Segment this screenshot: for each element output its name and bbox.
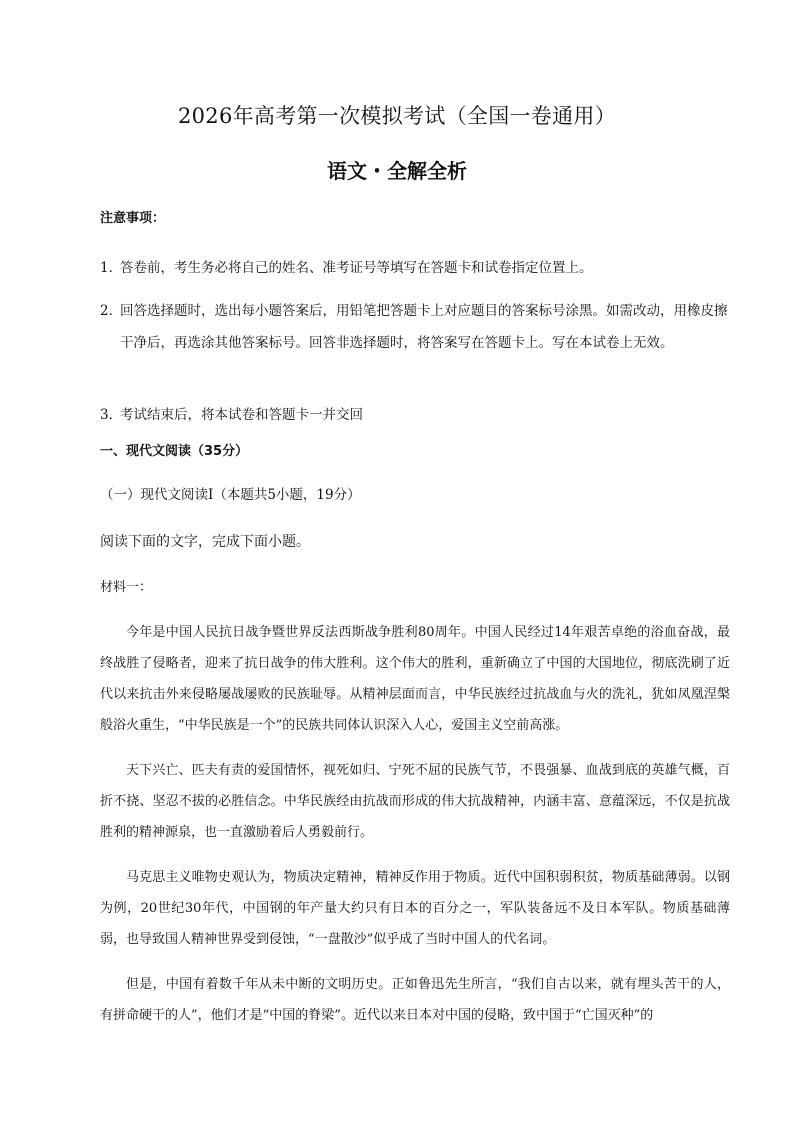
- page-subtitle: 语文・全解全析: [327, 159, 467, 183]
- material-paragraph: 但是，中国有着数千年从未中断的文明历史。正如鲁迅先生所言，“我们自古以来，就有埋头苦干的人，有拼命硬干的人”，他们才是“中国的脊梁”。近代以来日本对中国的侵略，致中国于“亡国灭种”的: [100, 977, 730, 1023]
- notice-item: [100, 295, 730, 359]
- page-title: 2026年高考第一次模拟考试（全国一卷通用）: [177, 104, 617, 128]
- notice-item: [100, 399, 730, 431]
- notice-item-number: 3．: [100, 407, 123, 423]
- reading-instruction: 阅读下面的文字，完成下面小题。: [100, 534, 310, 550]
- notice-item-text: 答卷前，考生务必将自己的姓名、准考证号等填写在答题卡和试卷指定位置上。: [120, 260, 593, 276]
- notice-item-text: 考试结束后，将本试卷和答题卡一并交回: [120, 407, 363, 423]
- sub-section-heading: （一）现代文阅读Ⅰ（本题共5小题，19分）: [100, 487, 361, 503]
- material-paragraph: 天下兴亡、匹夫有责的爱国情怀，视死如归、宁死不屈的民族气节，不畏强暴、血战到底的英雄气概，百折不挠、坚忍不拔的必胜信念。中华民族经由抗战而形成的伟大抗战精神，内涵丰富、意蕴深远，不仅是抗战胜利的精神源泉，也一直激励着后人勇毅前行。: [100, 763, 730, 840]
- notice-item-number: 1．: [100, 260, 123, 276]
- notice-item: [100, 252, 730, 284]
- notice-item-number: 2．: [100, 303, 123, 319]
- notice-item-text: 回答选择题时，选出每小题答案后，用铅笔把答题卡上对应题目的答案标号涂黑。如需改动，用橡皮擦干净后，再选涂其他答案标号。回答非选择题时，将答案写在答题卡上。写在本试卷上无效。: [120, 303, 728, 351]
- material-paragraph: 今年是中国人民抗日战争暨世界反法西斯战争胜利80周年。中国人民经过14年艰苦卓绝的浴血奋战，最终战胜了侵略者，迎来了抗日战争的伟大胜利。这个伟大的胜利，重新确立了中国的大国地位，彻底洗刷了近代以来抗击外来侵略屡战屡败的民族耻辱。从精神层面而言，中华民族经过抗战血与火的洗礼，犹如凤凰涅槃般浴火重生，“中华民族是一个”的民族共同体认识深入人心，爱国主义空前高涨。: [100, 625, 730, 733]
- section-heading: 一、现代文阅读（35分）: [100, 444, 249, 459]
- notice-heading: 注意事项：: [100, 211, 166, 226]
- material-label: 材料一：: [100, 580, 153, 595]
- material-paragraph: 马克思主义唯物史观认为，物质决定精神，精神反作用于物质。近代中国积弱积贫，物质基础薄弱。以钢为例，20世纪30年代，中国钢的年产量大约只有日本的百分之一，军队装备远不及日本军队。物质基础薄弱，也导致国人精神世界受到侵蚀，“一盘散沙”似乎成了当时中国人的代名词。: [100, 870, 730, 947]
